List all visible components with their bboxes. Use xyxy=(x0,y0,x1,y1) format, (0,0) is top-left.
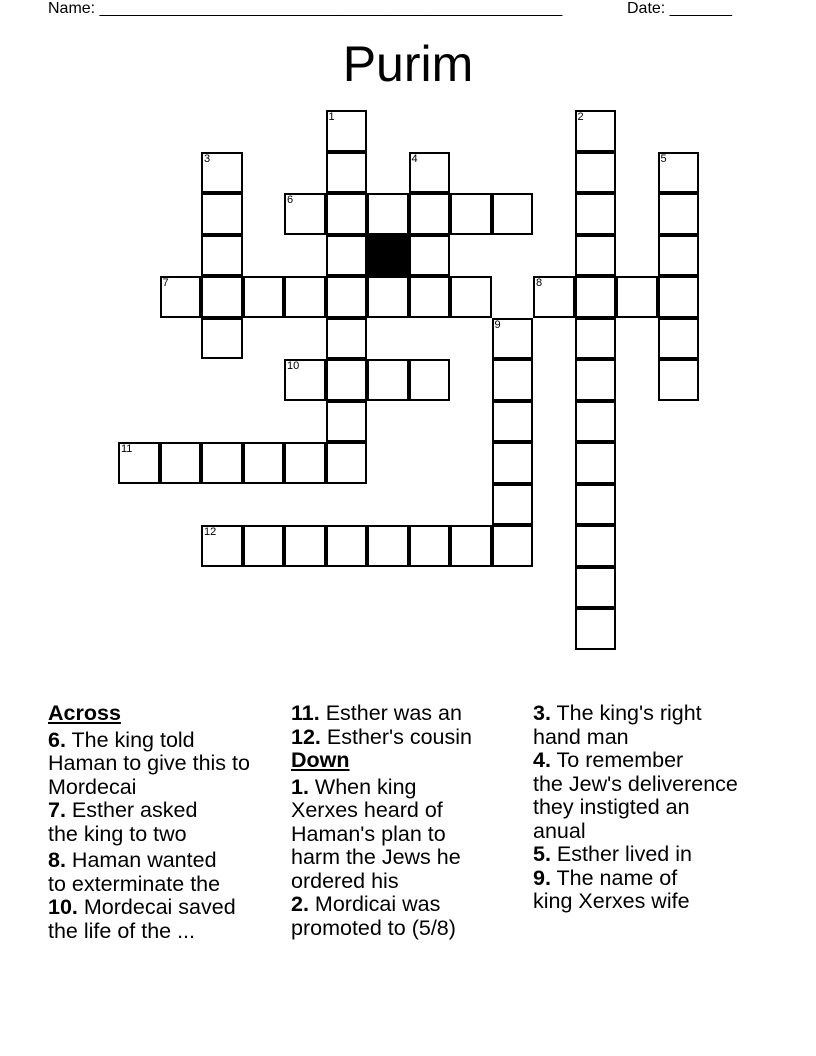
down-clue-1: 1. When king Xerxes heard of Haman's plan to harm the Jews he ordered his xyxy=(291,774,461,893)
grid-cell-black xyxy=(367,235,409,277)
grid-cell[interactable] xyxy=(450,276,492,318)
grid-cell[interactable] xyxy=(616,276,658,318)
across-clue-8: 8. Haman wanted to exterminate the xyxy=(48,848,221,896)
grid-cell[interactable] xyxy=(284,442,326,484)
grid-cell[interactable] xyxy=(243,276,285,318)
clue-number-label: 7 xyxy=(162,277,169,289)
clue-number-label: 8 xyxy=(536,277,543,289)
down-clue-4: 4. To remember the Jew's deliverence they instigted an anual xyxy=(533,748,738,843)
grid-cell[interactable] xyxy=(575,525,617,567)
grid-cell[interactable] xyxy=(575,276,617,318)
grid-cell[interactable] xyxy=(326,359,368,401)
grid-cell[interactable] xyxy=(409,276,451,318)
grid-cell[interactable] xyxy=(658,318,700,360)
grid-cell[interactable] xyxy=(409,359,451,401)
clue-number-label: 10 xyxy=(287,360,300,372)
clue-number-label: 4 xyxy=(411,152,418,165)
page-title: Purim xyxy=(342,36,474,92)
down-clue-2: 2. Mordicai was promoted to (5/8) xyxy=(291,892,456,940)
name-field: Name: ____________________________________________________ xyxy=(48,0,563,17)
grid-cell[interactable] xyxy=(201,276,243,318)
grid-cell[interactable] xyxy=(367,359,409,401)
grid-cell[interactable] xyxy=(326,276,368,318)
clue-number-label: 3 xyxy=(204,152,211,165)
across-clue-7: 7. Esther asked the king to two xyxy=(48,798,198,846)
grid-cell[interactable] xyxy=(492,484,534,526)
grid-cell[interactable] xyxy=(575,235,617,277)
grid-cell[interactable] xyxy=(450,525,492,567)
grid-cell[interactable] xyxy=(450,193,492,235)
grid-cell[interactable] xyxy=(326,401,368,443)
down-clue-3: 3. The king's right hand man xyxy=(533,701,702,749)
grid-cell[interactable] xyxy=(575,484,617,526)
clue-number-label: 2 xyxy=(577,111,584,123)
grid-cell[interactable] xyxy=(201,442,243,484)
grid-cell[interactable] xyxy=(326,193,368,235)
grid-cell[interactable] xyxy=(284,525,326,567)
grid-cell[interactable] xyxy=(492,359,534,401)
grid-cell[interactable] xyxy=(658,235,700,277)
grid-cell[interactable] xyxy=(367,525,409,567)
grid-cell[interactable] xyxy=(243,525,285,567)
down-clue-9: 9. The name of king Xerxes wife xyxy=(533,865,690,913)
grid-cell[interactable] xyxy=(658,359,700,401)
across-clue-6: 6. The king told Haman to give this to Mordecai xyxy=(48,727,250,799)
grid-cell[interactable] xyxy=(575,318,617,360)
grid-cell[interactable] xyxy=(409,235,451,277)
down-heading: Down xyxy=(291,748,350,772)
date-field: Date: _______ xyxy=(627,0,732,17)
grid-cell[interactable] xyxy=(575,359,617,401)
grid-cell[interactable] xyxy=(492,401,534,443)
grid-cell[interactable] xyxy=(326,235,368,277)
grid-cell[interactable] xyxy=(409,525,451,567)
grid-cell[interactable] xyxy=(243,442,285,484)
grid-cell[interactable] xyxy=(575,442,617,484)
grid-cell[interactable] xyxy=(575,608,617,650)
clue-number-label: 6 xyxy=(287,194,294,206)
across-clue-11: 11. Esther was an xyxy=(291,701,462,725)
grid-cell[interactable] xyxy=(367,276,409,318)
clue-number-label: 9 xyxy=(494,318,501,331)
clue-number-label: 11 xyxy=(121,443,133,455)
grid-cell[interactable] xyxy=(492,193,534,235)
grid-cell[interactable] xyxy=(658,193,700,235)
clues-column-1 xyxy=(48,702,288,943)
across-clue-12: 12. Esther's cousin xyxy=(291,724,472,749)
grid-cell[interactable] xyxy=(367,193,409,235)
grid-cell[interactable] xyxy=(575,567,617,609)
clue-number-label: 1 xyxy=(328,111,335,123)
grid-cell[interactable] xyxy=(160,442,202,484)
grid-cell[interactable] xyxy=(575,193,617,235)
grid-cell[interactable] xyxy=(326,442,368,484)
grid-cell[interactable] xyxy=(492,525,534,567)
clue-number-label: 12 xyxy=(204,526,217,538)
grid-cell[interactable] xyxy=(284,276,326,318)
grid-cell[interactable] xyxy=(492,442,534,484)
grid-cell[interactable] xyxy=(326,318,368,360)
down-clue-5: 5. Esther lived in xyxy=(533,842,692,866)
grid-cell[interactable] xyxy=(201,235,243,277)
grid-cell[interactable] xyxy=(326,152,368,194)
grid-cell[interactable] xyxy=(409,193,451,235)
across-heading: Across xyxy=(48,701,121,725)
grid-cell[interactable] xyxy=(575,401,617,443)
grid-cell[interactable] xyxy=(201,193,243,235)
clue-number-label: 5 xyxy=(660,152,667,165)
across-clue-10: 10. Mordecai saved the life of the ... xyxy=(48,895,236,943)
grid-cell[interactable] xyxy=(326,525,368,567)
grid-cell[interactable] xyxy=(658,276,700,318)
grid-cell[interactable] xyxy=(201,318,243,360)
clues-column-2 xyxy=(291,702,531,940)
clues-column-3 xyxy=(533,702,783,914)
grid-cell[interactable] xyxy=(575,152,617,194)
